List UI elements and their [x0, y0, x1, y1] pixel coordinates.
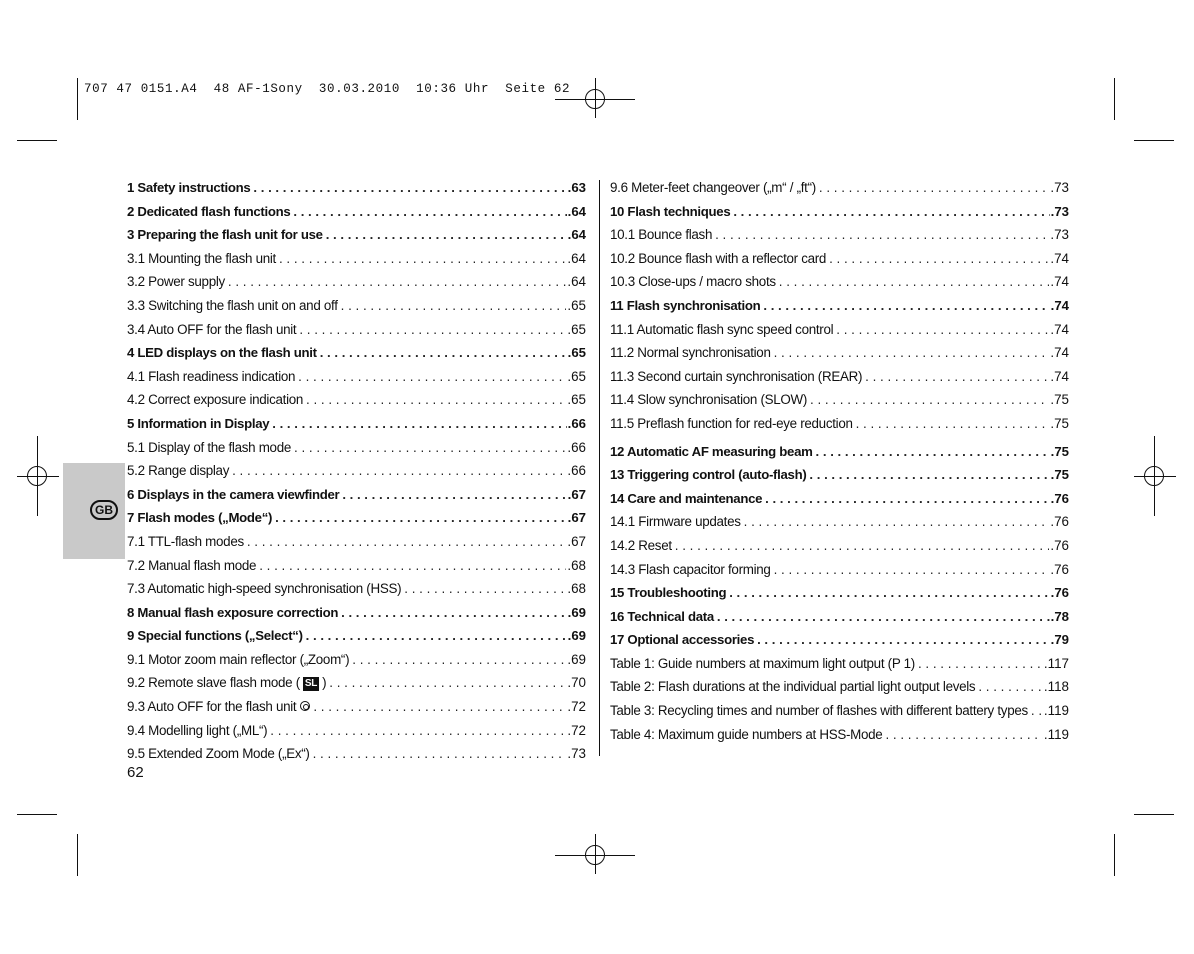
- toc-entry[interactable]: [610, 270, 1069, 294]
- toc-entry-title: [127, 695, 313, 719]
- toc-entry-page: .65: [567, 368, 586, 384]
- toc-entry-page: .73: [1050, 203, 1069, 219]
- toc-entry-title-text: Table 1: Guide numbers at maximum light output (P 1): [610, 655, 915, 671]
- toc-entry[interactable]: [610, 388, 1069, 412]
- toc-entry[interactable]: [127, 577, 586, 601]
- toc-entry-title: [610, 675, 978, 699]
- toc-entry[interactable]: [127, 695, 586, 719]
- toc-entry[interactable]: [610, 247, 1069, 271]
- crop-mark: [17, 140, 57, 141]
- toc-entry-title-text: 9.1 Motor zoom main reflector („Zoom“): [127, 651, 350, 667]
- page-number: 62: [127, 764, 144, 781]
- toc-entry-title-text: 16 Technical data: [610, 608, 714, 624]
- toc-entry-page: .69: [567, 628, 586, 644]
- dot-leader: [232, 459, 566, 483]
- toc-entry[interactable]: [610, 365, 1069, 389]
- toc-entry-title-text: 10 Flash techniques: [610, 203, 731, 219]
- toc-entry-title-text: 14 Care and maintenance: [610, 490, 763, 506]
- toc-entry-page: .69: [567, 604, 586, 620]
- toc-entry-title: [610, 294, 763, 318]
- toc-entry-title: [610, 534, 675, 558]
- toc-entry[interactable]: [610, 318, 1069, 342]
- dot-leader: [341, 601, 567, 625]
- toc-entry-title-text: 3 Preparing the flash unit for use: [127, 227, 323, 243]
- toc-entry-page: .66: [567, 439, 586, 455]
- dot-leader: [294, 436, 566, 460]
- dot-leader: [247, 530, 567, 554]
- toc-entry[interactable]: [610, 440, 1069, 464]
- toc-entry-title-text: 10.3 Close-ups / macro shots: [610, 274, 776, 290]
- toc-entry-page: .76: [1050, 537, 1069, 553]
- toc-entry-title: [127, 671, 329, 695]
- toc-entry-page: .119: [1043, 726, 1069, 742]
- toc-entry-title-text: 14.3 Flash capacitor forming: [610, 561, 771, 577]
- dot-leader: [763, 294, 1049, 318]
- toc-entry-title: [127, 742, 313, 766]
- toc-entry-page: .64: [567, 227, 586, 243]
- dot-leader: [765, 487, 1050, 511]
- toc-entry-page: .75: [1050, 415, 1069, 431]
- toc-entry-page: .75: [1050, 467, 1069, 483]
- dot-leader: [259, 554, 566, 578]
- toc-entry[interactable]: [127, 554, 586, 578]
- toc-entry-page: .74: [1050, 345, 1069, 361]
- dot-leader: [272, 412, 566, 436]
- toc-entry-title-text: 9.5 Extended Zoom Mode („Ex“): [127, 746, 310, 762]
- toc-entry[interactable]: [610, 412, 1069, 436]
- dot-leader: [293, 200, 566, 224]
- auto-off-icon: [300, 701, 310, 711]
- dot-leader: [744, 510, 1050, 534]
- toc-entry-title: [610, 388, 810, 412]
- toc-entry[interactable]: [610, 463, 1069, 487]
- crop-mark: [17, 814, 57, 815]
- toc-entry-page: .68: [567, 581, 586, 597]
- toc-entry-title-text: 7 Flash modes („Mode“): [127, 510, 273, 526]
- toc-entry-title-text: 3.1 Mounting the flash unit: [127, 250, 276, 266]
- dot-leader: [774, 558, 1050, 582]
- toc-entry-title-text: 4.2 Correct exposure indication: [127, 392, 304, 408]
- toc-entry-title-text: Table 2: Flash durations at the individual partial light output levels: [610, 679, 976, 695]
- toc-entry-title: [127, 412, 272, 436]
- toc-entry-title: [127, 719, 270, 743]
- dot-leader: [1031, 699, 1043, 723]
- slave-mode-icon: SL: [304, 678, 318, 690]
- toc-entry[interactable]: [127, 270, 586, 294]
- toc-entry-title: [610, 510, 744, 534]
- toc-entry-title-text: 17 Optional accessories: [610, 632, 755, 648]
- toc-entry-title: [610, 341, 774, 365]
- dot-leader: [326, 223, 567, 247]
- toc-entry-title-text: 14.2 Reset: [610, 537, 672, 553]
- toc-entry-title: [610, 440, 816, 464]
- toc-entry[interactable]: [127, 506, 586, 530]
- toc-entry-title: [127, 388, 306, 412]
- toc-entry-page: .65: [567, 297, 586, 313]
- toc-entry[interactable]: [610, 628, 1069, 652]
- dot-leader: [819, 176, 1049, 200]
- dot-leader: [404, 577, 566, 601]
- toc-entry-title-text: 10.2 Bounce flash with a reflector card: [610, 250, 827, 266]
- toc-entry[interactable]: [127, 200, 586, 224]
- toc-entry-page: .68: [567, 557, 586, 573]
- toc-entry[interactable]: [610, 699, 1069, 723]
- toc-entry-page: .67: [567, 533, 586, 549]
- toc-entry[interactable]: [127, 624, 586, 648]
- toc-entry-page: .73: [1050, 227, 1069, 243]
- toc-right-column: [610, 176, 1069, 746]
- toc-entry-title: [127, 483, 342, 507]
- toc-entry-title: [610, 487, 765, 511]
- toc-entry[interactable]: [127, 483, 586, 507]
- toc-entry-title-text: 9.2 Remote slave flash mode (: [127, 675, 300, 691]
- toc-entry-page: .76: [1050, 561, 1069, 577]
- dot-leader: [836, 318, 1049, 342]
- toc-entry[interactable]: [127, 318, 586, 342]
- dot-leader: [228, 270, 566, 294]
- toc-entry-title-text: 9.4 Modelling light („ML“): [127, 722, 268, 738]
- toc-entry-title: [610, 581, 729, 605]
- toc-entry[interactable]: [127, 247, 586, 271]
- toc-entry-title: [127, 341, 320, 365]
- toc-entry[interactable]: [127, 388, 586, 412]
- toc-entry-page: .67: [567, 486, 586, 502]
- toc-entry-title-text: 12 Automatic AF measuring beam: [610, 443, 813, 459]
- toc-entry[interactable]: [610, 581, 1069, 605]
- toc-entry[interactable]: [127, 412, 586, 436]
- toc-entry-page: .69: [567, 651, 586, 667]
- dot-leader: [816, 440, 1050, 464]
- toc-entry-page: .73: [567, 746, 586, 762]
- toc-entry-title: [610, 318, 836, 342]
- dot-leader: [885, 723, 1042, 747]
- crop-mark: [1114, 78, 1115, 120]
- toc-entry[interactable]: [610, 605, 1069, 629]
- toc-entry-title: [610, 412, 856, 436]
- toc-entry[interactable]: [610, 294, 1069, 318]
- toc-entry[interactable]: [127, 530, 586, 554]
- toc-entry[interactable]: [127, 365, 586, 389]
- toc-entry[interactable]: [610, 558, 1069, 582]
- toc-entry-title-text: 6 Displays in the camera viewfinder: [127, 486, 340, 502]
- toc-entry-title-text: 4.1 Flash readiness indication: [127, 368, 296, 384]
- toc-entry-title: [127, 624, 306, 648]
- toc-entry[interactable]: [127, 436, 586, 460]
- dot-leader: [320, 341, 567, 365]
- dot-leader: [275, 506, 567, 530]
- toc-entry[interactable]: [610, 652, 1069, 676]
- toc-entry-page: .79: [1050, 632, 1069, 648]
- toc-entry-title-text: 9.6 Meter-feet changeover („m“ / „ft“): [610, 180, 816, 195]
- toc-entry-page: .72: [567, 699, 586, 715]
- dot-leader: [352, 648, 566, 672]
- dot-leader: [774, 341, 1050, 365]
- toc-entry-title: [610, 723, 885, 747]
- toc-entry-page: .119: [1043, 703, 1069, 719]
- toc-entry-title-text: 14.1 Firmware updates: [610, 514, 741, 530]
- toc-entry-page: .73: [1050, 180, 1069, 195]
- crop-mark: [77, 834, 78, 876]
- toc-entry-page: .74: [1050, 297, 1069, 313]
- toc-entry-title-text: 2 Dedicated flash functions: [127, 203, 291, 219]
- dot-leader: [733, 200, 1049, 224]
- toc-entry[interactable]: [127, 742, 586, 766]
- dot-leader: [253, 176, 566, 200]
- toc-entry-title: [127, 577, 404, 601]
- dot-leader: [809, 463, 1049, 487]
- toc-entry-title: [127, 200, 293, 224]
- toc-entry[interactable]: [127, 601, 586, 625]
- toc-entry-title-text: 5.1 Display of the flash mode: [127, 439, 291, 455]
- toc-entry-title-text: 3.4 Auto OFF for the flash unit: [127, 321, 297, 337]
- toc-entry-page: .66: [567, 463, 586, 479]
- toc-entry-page: .65: [567, 321, 586, 337]
- toc-entry-title-text: 7.3 Automatic high-speed synchronisation (HSS): [127, 581, 402, 597]
- toc-entry-title: [610, 652, 918, 676]
- dot-leader: [856, 412, 1050, 436]
- toc-entry-title: [127, 530, 247, 554]
- column-divider: [599, 180, 600, 756]
- toc-entry-title: [127, 648, 352, 672]
- toc-entry[interactable]: [610, 341, 1069, 365]
- dot-leader: [298, 365, 566, 389]
- toc-entry-title-text: 11.2 Normal synchronisation: [610, 345, 771, 361]
- dot-leader: [810, 388, 1049, 412]
- toc-entry[interactable]: [127, 671, 586, 695]
- dot-leader: [715, 223, 1049, 247]
- toc-entry-page: .67: [567, 510, 586, 526]
- toc-entry[interactable]: [127, 223, 586, 247]
- toc-entry-page: .117: [1043, 655, 1069, 671]
- toc-entry[interactable]: [127, 341, 586, 365]
- dot-leader: [978, 675, 1043, 699]
- toc-entry-title: [127, 601, 341, 625]
- toc-entry-title-text: 9.3 Auto OFF for the flash unit: [127, 699, 297, 715]
- toc-entry[interactable]: [610, 675, 1069, 699]
- toc-entry[interactable]: [610, 176, 1069, 200]
- dot-leader: [313, 742, 567, 766]
- toc-entry[interactable]: [610, 510, 1069, 534]
- toc-entry-title-text: 15 Troubleshooting: [610, 585, 727, 601]
- toc-entry[interactable]: [127, 648, 586, 672]
- toc-entry-page: .118: [1043, 679, 1069, 695]
- crop-mark: [1114, 834, 1115, 876]
- toc-left-column: [127, 176, 586, 766]
- toc-entry-title-text: 5 Information in Display: [127, 415, 270, 431]
- toc-entry-title: [127, 270, 228, 294]
- toc-entry-title: [127, 318, 299, 342]
- toc-entry-title: [610, 605, 717, 629]
- toc-entry[interactable]: [127, 459, 586, 483]
- dot-leader: [306, 388, 566, 412]
- toc-entry-title-text: 3.3 Switching the flash unit on and off: [127, 297, 338, 313]
- toc-entry-title-text: 11.4 Slow synchronisation (SLOW): [610, 392, 808, 408]
- toc-entry-page: .75: [1050, 443, 1069, 459]
- toc-entry-page: .72: [567, 722, 586, 738]
- toc-entry-page: .64: [567, 250, 586, 266]
- toc-entry-title-text: Table 3: Recycling times and number of flashes with different battery types: [610, 703, 1028, 719]
- toc-entry[interactable]: [610, 487, 1069, 511]
- toc-entry-title-text: 13 Triggering control (auto-flash): [610, 467, 807, 483]
- toc-entry-title-text: 7.1 TTL-flash modes: [127, 533, 244, 549]
- dot-leader: [306, 624, 567, 648]
- toc-entry-title-text: 8 Manual flash exposure correction: [127, 604, 339, 620]
- toc-entry-title-text: 11.5 Preflash function for red-eye reduction: [610, 415, 853, 431]
- toc-entry-title-text: 10.1 Bounce flash: [610, 227, 713, 243]
- toc-entry-page: .64: [567, 274, 586, 290]
- toc-entry-title-text: 7.2 Manual flash mode: [127, 557, 257, 573]
- toc-entry-title-text: 5.2 Range display: [127, 463, 230, 479]
- toc-entry-page: .76: [1050, 514, 1069, 530]
- toc-entry-title: [610, 558, 774, 582]
- toc-entry-title-text: 3.2 Power supply: [127, 274, 225, 290]
- dot-leader: [918, 652, 1043, 676]
- toc-entry-title: [127, 365, 298, 389]
- toc-entry-title-text: 11.3 Second curtain synchronisation (REAR): [610, 368, 863, 384]
- toc-entry-title: [127, 459, 232, 483]
- toc-entry-page: .76: [1050, 490, 1069, 506]
- toc-entry-page: .64: [567, 203, 586, 219]
- toc-entry-title-text: 11 Flash synchronisation: [610, 297, 761, 313]
- dot-leader: [341, 294, 567, 318]
- toc-entry-title: [127, 294, 341, 318]
- toc-entry-title: [127, 506, 275, 530]
- toc-entry-title: [127, 176, 253, 200]
- dot-leader: [757, 628, 1050, 652]
- toc-entry-page: .74: [1050, 274, 1069, 290]
- toc-entry[interactable]: [610, 223, 1069, 247]
- toc-entry-page: .74: [1050, 250, 1069, 266]
- toc-entry-title: [610, 270, 779, 294]
- dot-leader: [342, 483, 566, 507]
- toc-entry-title: [127, 436, 294, 460]
- toc-entry-title: [127, 223, 326, 247]
- toc-entry-title-text: 1 Safety instructions: [127, 180, 251, 195]
- toc-entry[interactable]: [610, 200, 1069, 224]
- dot-leader: [299, 318, 566, 342]
- toc-entry-title: [610, 200, 733, 224]
- toc-entry-title: [127, 554, 259, 578]
- toc-entry-title: [610, 463, 809, 487]
- dot-leader: [313, 695, 566, 719]
- toc-entry-page: .66: [567, 415, 586, 431]
- toc-entry-title: [610, 699, 1031, 723]
- toc-entry[interactable]: [127, 176, 586, 200]
- dot-leader: [279, 247, 566, 271]
- toc-entry-title-text: Table 4: Maximum guide numbers at HSS-Mode: [610, 726, 883, 742]
- dot-leader: [675, 534, 1050, 558]
- toc-entry-page: .63: [567, 180, 586, 195]
- toc-entry-title: [127, 247, 279, 271]
- toc-entry[interactable]: [127, 294, 586, 318]
- dot-leader: [729, 581, 1049, 605]
- crop-mark: [1134, 814, 1174, 815]
- toc-entry-title: [610, 176, 819, 200]
- toc-entry-page: .74: [1050, 368, 1069, 384]
- crop-mark: [77, 78, 78, 120]
- toc-entry-title: [610, 247, 829, 271]
- toc-entry[interactable]: [610, 534, 1069, 558]
- toc-entry-page: .65: [567, 392, 586, 408]
- toc-entry-page: .74: [1050, 321, 1069, 337]
- toc-entry-title: [610, 223, 715, 247]
- toc-entry-title-text: 9 Special functions („Select“): [127, 628, 303, 644]
- dot-leader: [270, 719, 566, 743]
- print-header: 707 47 0151.A4 48 AF-1Sony 30.03.2010 10:36 Uhr Seite 62: [84, 82, 571, 96]
- toc-entry-title-suffix: ): [322, 675, 327, 691]
- toc-entry-page: .75: [1050, 392, 1069, 408]
- dot-leader: [829, 247, 1049, 271]
- toc-entry-title-text: 4 LED displays on the flash unit: [127, 345, 317, 361]
- toc-entry-page: .76: [1050, 585, 1069, 601]
- dot-leader: [779, 270, 1050, 294]
- toc-entry-title: [610, 628, 757, 652]
- toc-entry-title-text: 11.1 Automatic flash sync speed control: [610, 321, 834, 337]
- crop-mark: [1134, 140, 1174, 141]
- toc-entry[interactable]: [610, 723, 1069, 747]
- dot-leader: [865, 365, 1049, 389]
- dot-leader: [329, 671, 566, 695]
- language-badge: GB: [90, 500, 118, 520]
- toc-entry-page: .65: [567, 345, 586, 361]
- toc-entry[interactable]: [127, 719, 586, 743]
- toc-entry-page: .70: [567, 675, 586, 691]
- dot-leader: [717, 605, 1050, 629]
- toc-entry-title: [610, 365, 865, 389]
- toc-entry-page: .78: [1050, 608, 1069, 624]
